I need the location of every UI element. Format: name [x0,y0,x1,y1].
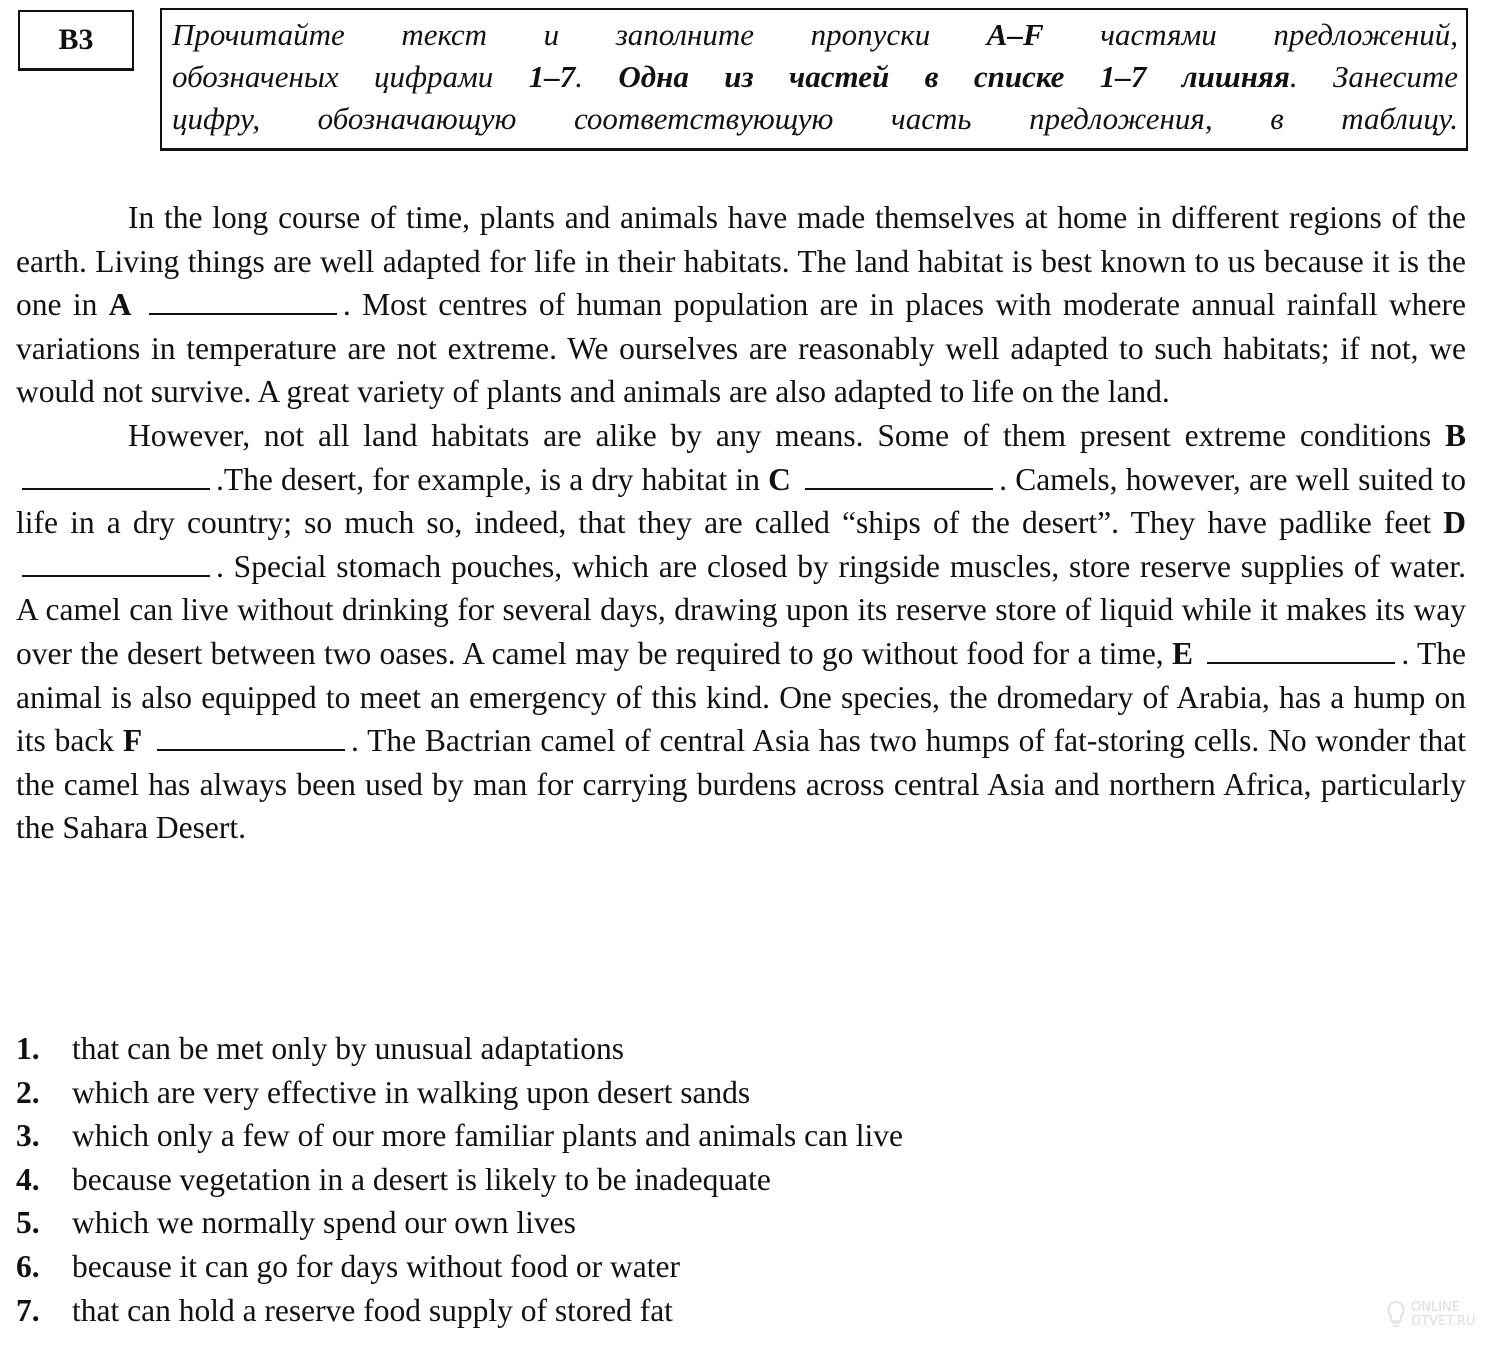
instruction-line [172,14,1458,56]
option-text: which are very effective in walking upon desert sands [72,1074,751,1110]
text-segment: .The desert, for example, is a dry habitat in [216,461,769,497]
lightbulb-icon [1385,1300,1407,1330]
instruction-text: . Занесите [1289,59,1459,94]
text-segment: . The Bactrian camel of central Asia has two humps of fat-storing cells. No wonder that the camel has always been used by man for carrying burdens across central Asia and northern Africa, particularly the Sahara Desert. [16,723,1466,846]
option-number: 2. [16,1074,40,1110]
option-item [16,1201,903,1245]
instruction-line [172,98,1458,140]
option-number: 3. [16,1118,40,1154]
text-segment: However, not all land habitats are alike by any means. Some of them present extreme conditions [128,417,1445,453]
option-text: because vegetation in a desert is likely to be inadequate [72,1161,771,1197]
instruction-text: цифру, обозначающую соответствующую часть предложения, в таблицу. [172,101,1458,136]
instruction-text: Прочитайте текст и заполните пропуски [172,17,987,52]
option-number: 4. [16,1161,40,1197]
option-item [16,1114,903,1158]
gap-label-b: B [1444,417,1466,453]
paragraph [16,414,1466,850]
instruction-text: . [575,59,619,94]
option-item [16,1027,903,1071]
text-segment: In the long course of time, plants and animals have made themselves at home in different regions of the earth. Living things are well adapted for life in their habitats. The land habitat is best known to us because it is the one in [16,200,1466,323]
gap-blank-b [22,487,210,490]
instruction-line [172,56,1458,98]
gap-blank-a [149,312,337,315]
reading-text [16,196,1466,850]
watermark-line1: ONLINE [1411,1300,1460,1315]
instruction-emphasis: Одна из частей в списке 1–7 лишняя [618,59,1290,94]
gap-blank-c [805,487,993,490]
option-number: 6. [16,1248,40,1284]
task-label: B3 [18,10,134,71]
option-number: 1. [16,1031,40,1066]
watermark [1385,1300,1475,1330]
watermark-line2: OTVET.RU [1411,1314,1476,1329]
gap-blank-e [1207,661,1395,664]
text-segment: . Special stomach pouches, which are closed by ringside muscles, store reserve supplies of water. A camel can live without drinking for several days, drawing upon its reserve store of liquid while it makes its way over the desert between two oases. A camel may be required to go without food for a time, [16,548,1466,671]
text-segment: . Camels, however, are well suited to life in a dry country; so much so, indeed, that they are called “ships of the desert”. They have padlike feet [16,461,1467,541]
option-item [16,1245,903,1289]
text-segment: . Most centres of human population are in places with moderate annual rainfall where variations in temperature are not extreme. We ourselves are reasonably well adapted to such habitats; if not, we would not survive. A great variety of plants and animals are also adapted to life on the land. [16,287,1466,410]
text-segment: . The animal is also equipped to meet an emergency of this kind. One species, the dromedary of Arabia, has a hump on its back [16,635,1466,759]
gap-blank-f [157,748,345,751]
gap-label-a: A [108,287,132,323]
task-instructions [160,8,1468,151]
instruction-emphasis: A–F [986,17,1044,52]
option-text: which only a few of our more familiar plants and animals can live [72,1118,903,1154]
option-item [16,1071,903,1115]
option-number: 7. [16,1292,40,1328]
gap-blank-d [22,574,210,577]
gap-label-d: D [1443,505,1466,541]
option-text: because it can go for days without food or water [72,1248,680,1284]
option-text: that can be met only by unusual adaptations [72,1031,624,1066]
option-text: that can hold a reserve food supply of stored fat [72,1292,673,1328]
options-list [16,1027,903,1332]
option-number: 5. [16,1205,40,1241]
gap-label-f: F [122,723,143,759]
option-item [16,1158,903,1202]
option-text: which we normally spend our own lives [72,1205,576,1241]
gap-label-c: C [768,461,791,497]
instruction-emphasis: 1–7 [528,59,576,94]
option-item [16,1289,903,1333]
instruction-text: частями предложений, [1043,17,1458,52]
instruction-text: обозначеных цифрами [172,59,529,94]
gap-label-e: E [1172,635,1194,671]
paragraph [16,196,1466,414]
